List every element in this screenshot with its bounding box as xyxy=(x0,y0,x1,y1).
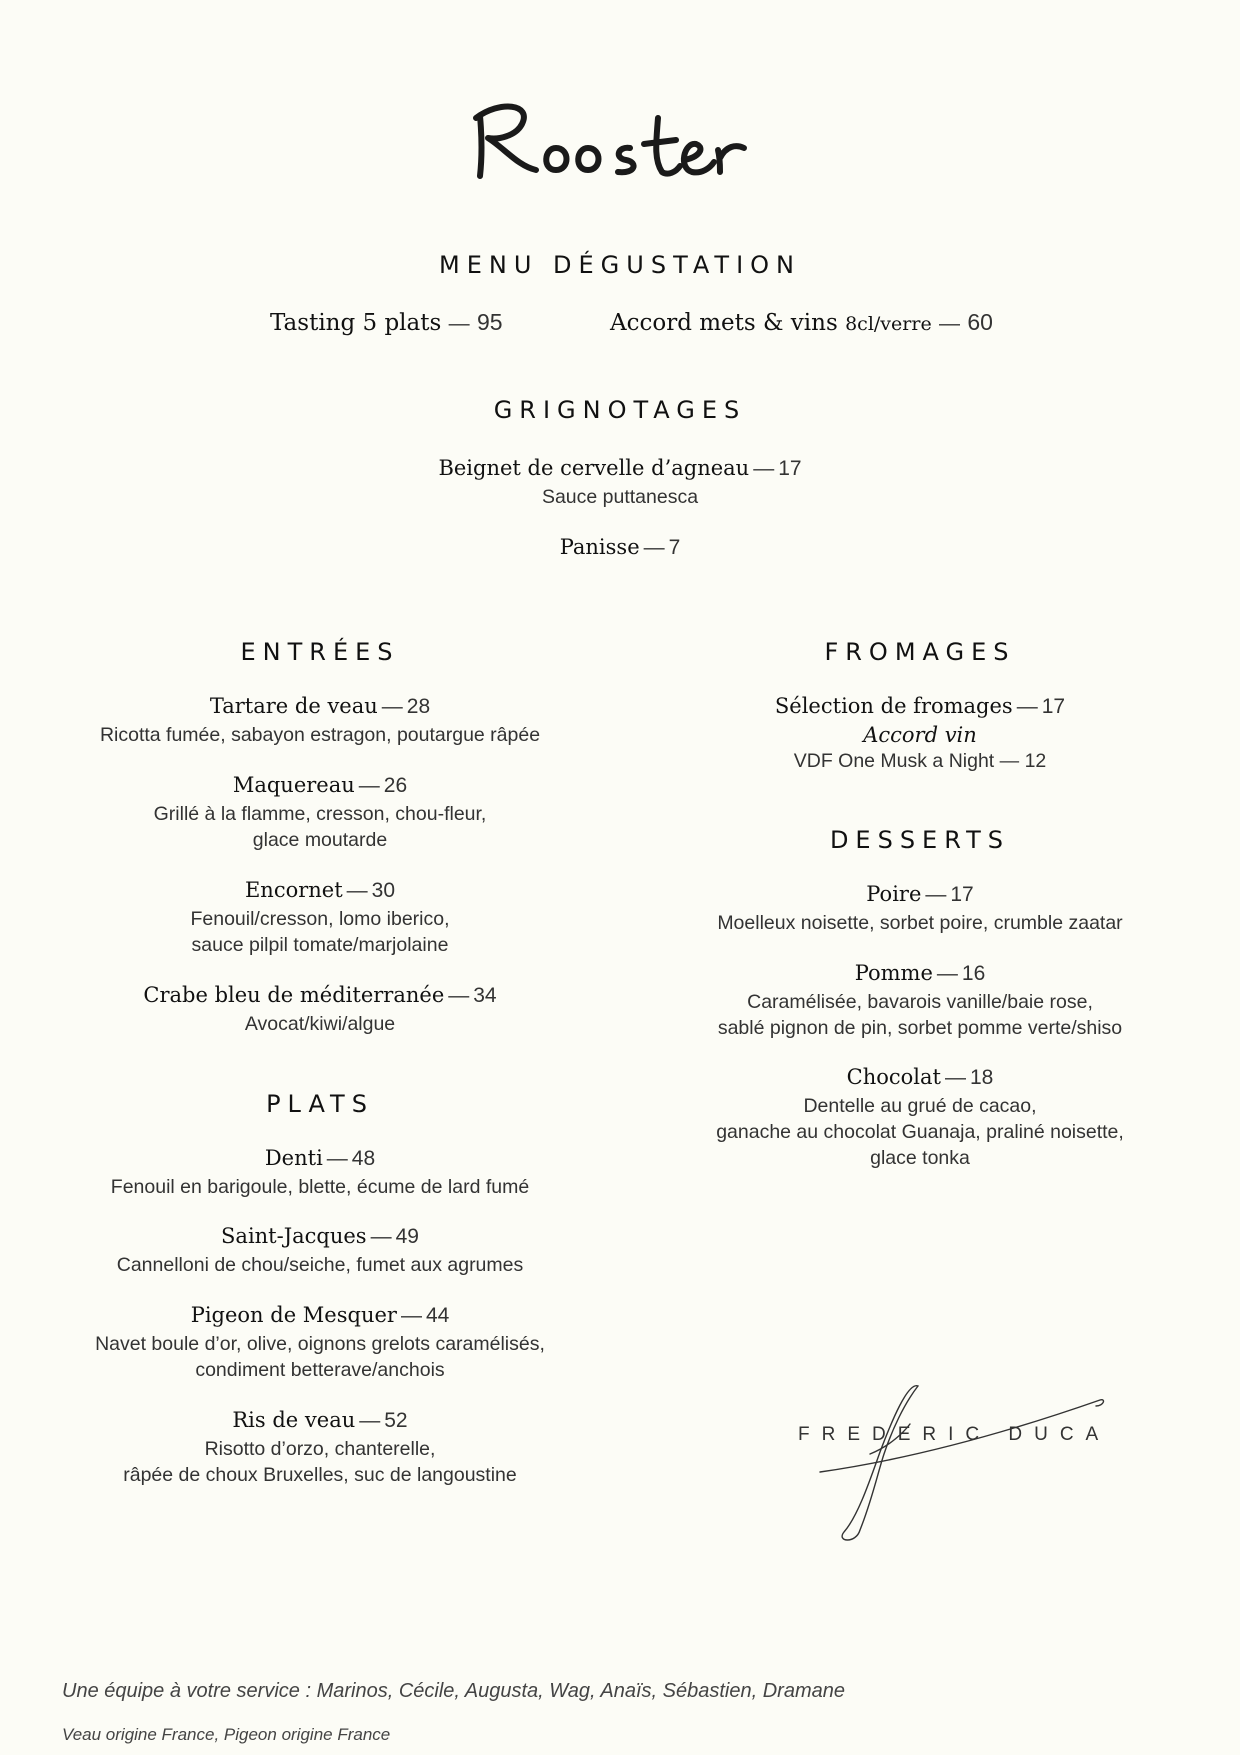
item-name: Encornet xyxy=(244,878,343,902)
tasting-offer: Tasting 5 plats — 95 xyxy=(270,309,503,336)
menu-item: Chocolat — 18 Dentelle au grué de cacao, ganache au chocolat Guanaja, praliné noisette, glace tonka xyxy=(650,1064,1190,1171)
item-description: Cannelloni de chou/seiche, fumet aux agrumes xyxy=(116,1254,524,1276)
item-price: 26 xyxy=(383,774,408,797)
item-name: Saint-Jacques xyxy=(221,1224,367,1248)
item-name: Poire xyxy=(866,882,922,906)
wine-pairing-price: 60 xyxy=(967,309,993,335)
item-description: glace tonka xyxy=(870,1147,970,1169)
grignotages-title: GRIGNOTAGES xyxy=(493,396,747,424)
menu-item: Encornet — 30 Fenouil/cresson, lomo iberico, sauce pilpil tomate/marjolaine xyxy=(50,877,590,958)
item-price: 28 xyxy=(406,695,431,718)
team-credits: Une équipe à votre service : Marinos, Cécile, Augusta, Wag, Anaïs, Sébastien, Dramane xyxy=(62,1680,845,1702)
item-description: Fenouil en barigoule, blette, écume de lard fumé xyxy=(110,1176,530,1198)
item-price: 30 xyxy=(371,879,396,902)
wine-pairing-unit: 8cl/verre xyxy=(845,313,932,335)
menu-item: Beignet de cervelle d’agneau — 17 Sauce puttanesca xyxy=(0,455,1240,510)
item-name: Denti xyxy=(264,1146,323,1170)
item-price: 48 xyxy=(351,1147,376,1170)
item-price: 7 xyxy=(668,536,681,559)
wine-pairing-offer: Accord mets & vins 8cl/verre — 60 xyxy=(610,309,993,336)
item-price: 44 xyxy=(425,1304,450,1327)
item-description: Grillé à la flamme, cresson, chou-fleur, xyxy=(153,803,487,825)
menu-item: Pigeon de Mesquer — 44 Navet boule d’or, olive, oignons grelots caramélisés, condiment betterave/anchois xyxy=(50,1302,590,1383)
rooster-logo xyxy=(470,88,770,198)
item-description: Moelleux noisette, sorbet poire, crumble zaatar xyxy=(717,912,1123,934)
item-price: 18 xyxy=(969,1066,994,1089)
menu-item: Pomme — 16 Caramélisée, bavarois vanille/baie rose, sablé pignon de pin, sorbet pomme verte/shiso xyxy=(650,960,1190,1041)
menu-item: Poire — 17 Moelleux noisette, sorbet poire, crumble zaatar xyxy=(650,881,1190,936)
menu-item: Saint-Jacques — 49 Cannelloni de chou/seiche, fumet aux agrumes xyxy=(50,1223,590,1278)
item-name: Ris de veau xyxy=(232,1408,356,1432)
origin-note: Veau origine France, Pigeon origine France xyxy=(62,1725,391,1744)
item-price: 17 xyxy=(950,883,974,906)
tasting-menu-title: MENU DÉGUSTATION xyxy=(439,251,801,279)
fromages-title: FROMAGES xyxy=(824,638,1016,666)
item-description: glace moutarde xyxy=(252,829,388,851)
item-description: Caramélisée, bavarois vanille/baie rose, xyxy=(747,991,1093,1013)
item-description: Ricotta fumée, sabayon estragon, poutargue râpée xyxy=(99,724,541,746)
desserts-title: DESSERTS xyxy=(829,826,1011,854)
item-name: Maquereau xyxy=(232,773,355,797)
plats-title: PLATS xyxy=(266,1090,374,1118)
menu-item: Sélection de fromages — 17 Accord vin VDF One Musk a Night — 12 xyxy=(650,693,1190,774)
menu-item: Ris de veau — 52 Risotto d’orzo, chanterelle, râpée de choux Bruxelles, suc de langoustine xyxy=(50,1407,590,1488)
item-name: Tartare de veau xyxy=(209,694,378,718)
item-description: Fenouil/cresson, lomo iberico, xyxy=(190,908,450,930)
signature-scribble xyxy=(800,1380,1120,1550)
item-price: 17 xyxy=(778,457,802,480)
item-name: Sélection de fromages xyxy=(774,694,1013,718)
item-name: Pomme xyxy=(854,961,933,985)
menu-item: Crabe bleu de méditerranée — 34 Avocat/kiwi/algue xyxy=(50,982,590,1037)
item-description: Sauce puttanesca xyxy=(541,486,699,508)
item-name: Pigeon de Mesquer xyxy=(190,1303,397,1327)
item-description: râpée de choux Bruxelles, suc de langoustine xyxy=(123,1464,517,1486)
wine-pairing-name: Accord mets & vins xyxy=(610,310,838,336)
item-name: Crabe bleu de méditerranée xyxy=(143,983,445,1007)
tasting-offer-name: Tasting 5 plats xyxy=(270,310,442,336)
item-description: Avocat/kiwi/algue xyxy=(244,1013,396,1035)
item-price: 34 xyxy=(473,984,497,1007)
wine-price: 12 xyxy=(1024,750,1047,772)
item-description: sablé pignon de pin, sorbet pomme verte/shiso xyxy=(717,1017,1123,1039)
item-description: ganache au chocolat Guanaja, praliné noisette, xyxy=(716,1121,1124,1143)
entrees-title: ENTRÉES xyxy=(240,638,400,666)
menu-item: Denti — 48 Fenouil en barigoule, blette, écume de lard fumé xyxy=(50,1145,590,1200)
item-name: Panisse xyxy=(559,535,640,559)
item-description: sauce pilpil tomate/marjolaine xyxy=(191,934,449,956)
wine-name: VDF One Musk a Night xyxy=(793,750,995,772)
item-price: 52 xyxy=(384,1409,408,1432)
item-description: Dentelle au grué de cacao, xyxy=(803,1095,1037,1117)
menu-item: Maquereau — 26 Grillé à la flamme, cresson, chou-fleur, glace moutarde xyxy=(50,772,590,853)
menu-item: Panisse — 7 xyxy=(559,535,681,559)
item-price: 16 xyxy=(961,962,986,985)
menu-item: Tartare de veau — 28 Ricotta fumée, sabayon estragon, poutargue râpée xyxy=(50,693,590,748)
item-name: Chocolat xyxy=(846,1065,941,1089)
item-price: 17 xyxy=(1041,695,1066,718)
item-description: Risotto d’orzo, chanterelle, xyxy=(204,1438,436,1460)
tasting-offer-price: 95 xyxy=(476,309,503,335)
item-description: condiment betterave/anchois xyxy=(195,1359,445,1381)
item-description: Navet boule d’or, olive, oignons grelots caramélisés, xyxy=(95,1333,545,1355)
wine-pairing-label: Accord vin xyxy=(863,723,977,747)
item-price: 49 xyxy=(395,1225,419,1248)
chef-name: FREDERIC DUCA xyxy=(798,1424,1111,1445)
item-name: Beignet de cervelle d’agneau xyxy=(438,456,750,480)
